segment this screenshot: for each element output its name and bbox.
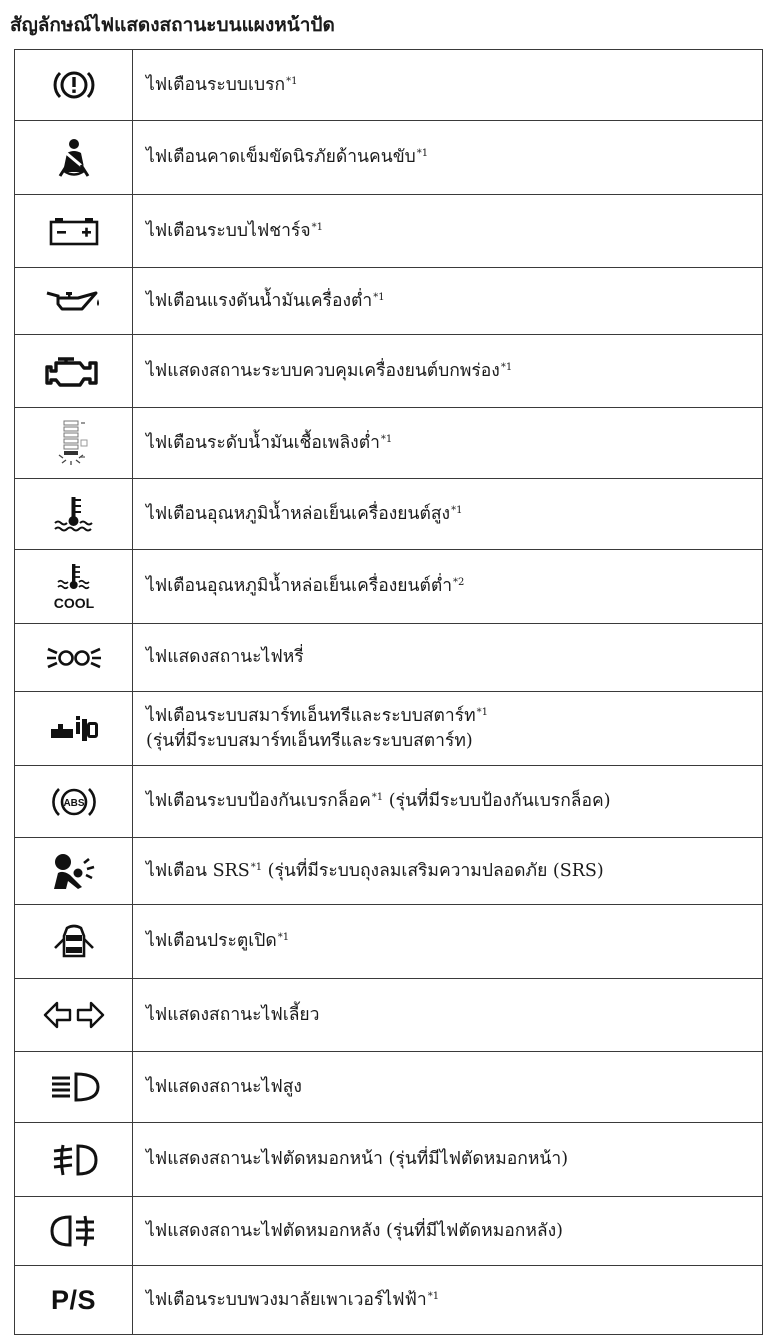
row-label: ไฟเตือนแรงดันน้ำมันเครื่องต่ำ (146, 290, 373, 311)
high-beam-icon (46, 1070, 102, 1104)
footnote-mark: *1 (373, 291, 385, 303)
row-label: ไฟเตือนคาดเข็มขัดนิรภัยด้านคนขับ (146, 147, 416, 167)
row-label: ไฟเตือนระดับน้ำมันเชื้อเพลิงต่ำ (146, 432, 380, 453)
table-row (15, 838, 763, 905)
brake-warning-icon (51, 67, 97, 103)
footnote-mark: *1 (311, 221, 323, 233)
footnote-mark: *1 (451, 504, 463, 516)
table-row (15, 335, 763, 408)
table-row (15, 624, 763, 692)
indicator-table (14, 49, 763, 1335)
row-label: ไฟเตือนประตูเปิด (146, 931, 277, 951)
footnote-mark: *1 (416, 148, 429, 159)
table-row (15, 50, 763, 121)
row-label: ไฟแสดงสถานะไฟตัดหมอกหลัง (รุ่นที่มีไฟตัดหมอกหลัง) (146, 1220, 563, 1241)
coolant-high-temp-icon (51, 494, 97, 534)
table-row (15, 408, 763, 479)
srs-airbag-icon (48, 851, 100, 891)
table-row (15, 121, 763, 195)
turn-signal-icon (42, 999, 106, 1031)
table-row (15, 905, 763, 979)
table-row (15, 766, 763, 838)
table-row (15, 268, 763, 335)
cool-label: COOL (53, 594, 94, 611)
row-label: ไฟเตือนระบบไฟชาร์จ (146, 220, 311, 241)
table-row (15, 1052, 763, 1123)
table-row (15, 195, 763, 268)
coolant-low-temp-icon (48, 562, 100, 612)
row-note: (รุ่นที่มีระบบสมาร์ทเอ็นทรีและระบบสตาร์ท) (146, 730, 473, 751)
smart-key-icon (46, 712, 102, 746)
footnote-mark: *1 (380, 433, 393, 445)
row-label: ไฟเตือนระบบเบรก (146, 74, 286, 95)
table-row (15, 550, 763, 624)
battery-icon (48, 215, 100, 247)
row-label: ไฟเตือนระบบสมาร์ทเอ็นทรีและระบบสตาร์ท (146, 705, 476, 726)
front-fog-icon (48, 1141, 100, 1179)
door-open-icon (51, 922, 97, 962)
page-title: สัญลักษณ์ไฟแสดงสถานะบนแผงหน้าปัด (10, 14, 335, 36)
rear-fog-icon (48, 1212, 100, 1250)
row-label: ไฟเตือนระบบป้องกันเบรกล็อค (146, 791, 371, 811)
table-row (15, 479, 763, 550)
table-row (15, 979, 763, 1052)
row-label: ไฟเตือนระบบพวงมาลัยเพาเวอร์ไฟฟ้า (146, 1289, 427, 1310)
row-label: ไฟแสดงสถานะไฟตัดหมอกหน้า (รุ่นที่มีไฟตัดหมอกหน้า) (146, 1149, 569, 1169)
table-row (15, 1266, 763, 1335)
row-label: ไฟเตือน SRS (146, 860, 250, 881)
footnote-mark: *1 (286, 75, 298, 87)
abs-label: ABS (62, 797, 85, 809)
check-engine-icon (44, 353, 104, 389)
footnote-mark: *1 (277, 932, 290, 943)
table-row (15, 1123, 763, 1197)
row-label: ไฟแสดงสถานะระบบควบคุมเครื่องยนต์บกพร่อง (146, 360, 500, 381)
footnote-mark: *1 (427, 1290, 440, 1302)
fuel-level-icon (54, 418, 94, 468)
table-row (15, 1197, 763, 1266)
footnote-mark: *1 (371, 792, 384, 803)
position-lamp-icon (44, 643, 104, 673)
footnote-mark: *2 (453, 577, 465, 588)
row-label: ไฟแสดงสถานะไฟสูง (146, 1076, 302, 1097)
row-label: ไฟเตือนอุณหภูมิน้ำหล่อเย็นเครื่องยนต์ต่ำ (146, 576, 453, 596)
table-row (15, 692, 763, 766)
abs-icon (49, 783, 99, 821)
power-steering-icon: P/S (50, 1284, 97, 1315)
row-label: ไฟเตือนอุณหภูมิน้ำหล่อเย็นเครื่องยนต์สูง (146, 503, 451, 524)
row-label: ไฟแสดงสถานะไฟหรี่ (146, 647, 304, 667)
oil-pressure-icon (44, 287, 104, 315)
row-label: ไฟแสดงสถานะไฟเลี้ยว (146, 1004, 320, 1025)
footnote-mark: *1 (476, 706, 488, 718)
seatbelt-icon (54, 138, 94, 178)
footnote-mark: *1 (500, 361, 513, 373)
row-note: (รุ่นที่มีระบบถุงลมเสริมความปลอดภัย (SRS) (262, 860, 604, 881)
footnote-mark: *1 (250, 861, 263, 873)
row-note: (รุ่นที่มีระบบป้องกันเบรกล็อค) (383, 791, 611, 811)
